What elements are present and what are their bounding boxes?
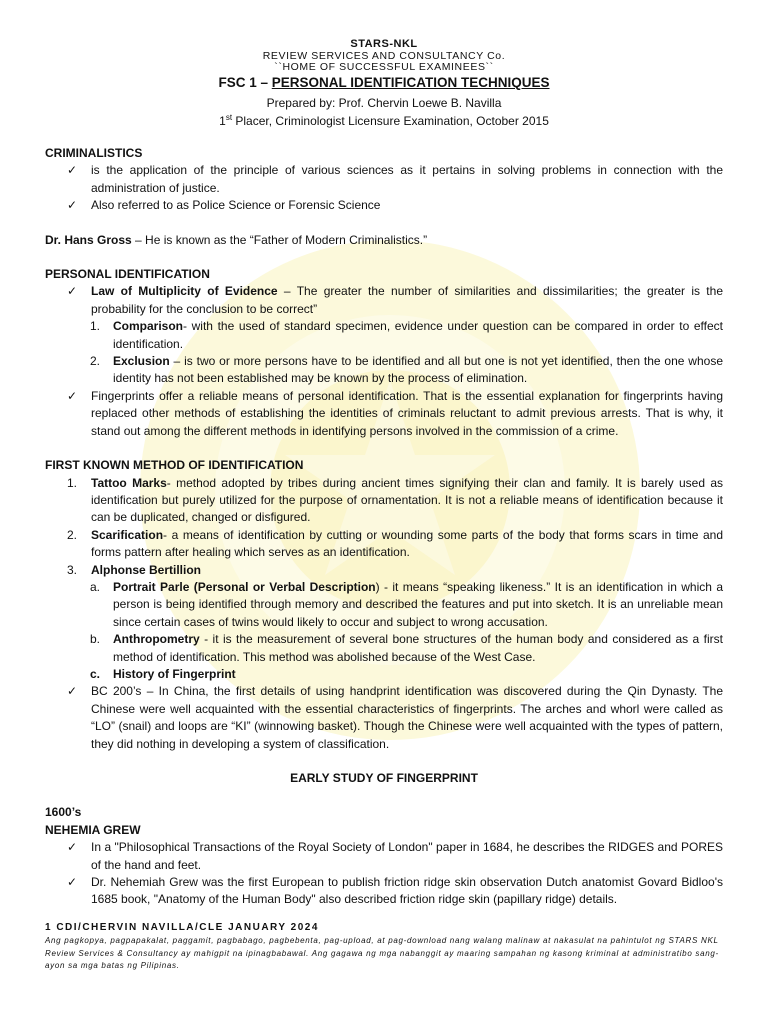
- section-heading: EARLY STUDY OF FINGERPRINT: [290, 771, 478, 785]
- check-icon: ✓: [67, 684, 78, 699]
- item-text: ) - it means “speaking likeness.” It is an identification in which a person is being identified through memory and described the features and put into sketch. It is an unreliable mean since certain cases of twins would likely to occur and subject to wrong accusation.: [113, 579, 723, 629]
- list-item: [45, 318, 723, 353]
- award-sup: st: [225, 113, 233, 122]
- list-item: [45, 683, 723, 753]
- content-body: [45, 145, 723, 909]
- term: History of Fingerprint: [113, 666, 236, 681]
- section-heading: FIRST KNOWN METHOD OF IDENTIFICATION: [45, 458, 304, 473]
- title-main: PERSONAL IDENTIFICATION TECHNIQUES: [271, 75, 550, 90]
- list-item: [45, 475, 723, 527]
- gross-paragraph: [45, 232, 723, 249]
- item-text: - method adopted by tribes during ancient times signifying their clan and family. It is barely used as identification but purely utilized for the purpose of ornamentation. It is not a reliable means of identification because it can be duplicated, changed or disfigured.: [91, 475, 723, 525]
- item-letter: c.: [90, 666, 101, 681]
- item-text: Fingerprints offer a reliable means of personal identification. That is the essential explanation for fingerprints having replaced other methods of establishing the identities of criminals reluctant to admit previous arrests. That is why, it stand out among the different methods in identifying persons involved in the commission of a crime.: [91, 388, 723, 438]
- item-number: 2.: [67, 527, 78, 542]
- footer-line: 1 CDI/CHERVIN NAVILLA/CLE JANUARY 2024: [45, 922, 319, 933]
- check-icon: ✓: [67, 875, 78, 890]
- list-item: [45, 666, 723, 683]
- award-line: [0, 113, 768, 128]
- list-item: [45, 579, 723, 631]
- section-heading: CRIMINALISTICS: [45, 146, 143, 160]
- item-number: 3.: [67, 562, 78, 577]
- item-text: - with the used of standard specimen, evidence under question can be compared in order to effect identification.: [113, 319, 723, 351]
- check-icon: ✓: [67, 388, 78, 403]
- gross-text: – He is known as the “Father of Modern Criminalistics.”: [131, 232, 428, 247]
- list-item: [45, 388, 723, 440]
- list-item: [45, 527, 723, 562]
- list-item: [45, 839, 723, 874]
- item-text: BC 200’s – In China, the first details of using handprint identification was discovered during the Qin Dynasty. The Chinese were well acquainted with the essential characteristics of fingerprints. The arches and whorl were called as “LO” (snail) and loops are “KI” (winnowing basket). Though the Chinese were well acquainted with the types of pattern, they did nothing in developing a system of classification.: [91, 684, 723, 751]
- item-text: is the application of the principle of various sciences as it pertains in solving problems in connection with the administration of justice.: [91, 163, 723, 195]
- list-item: [45, 562, 723, 579]
- check-icon: ✓: [67, 198, 78, 213]
- list-item: [45, 353, 723, 388]
- section-heading: PERSONAL IDENTIFICATION: [45, 267, 210, 282]
- check-icon: ✓: [67, 840, 78, 855]
- term: Law of Multiplicity of Evidence: [91, 284, 278, 299]
- gross-name: Dr. Hans Gross: [45, 232, 132, 247]
- list-item: [45, 631, 723, 666]
- item-letter: a.: [90, 579, 101, 594]
- list-item: [45, 874, 723, 909]
- period-heading: 1600’s: [45, 805, 82, 820]
- term: Tattoo Marks: [91, 475, 167, 490]
- term: Alphonse Bertillion: [91, 562, 202, 577]
- item-number: 1.: [90, 319, 101, 334]
- document-title: [0, 75, 768, 90]
- brand-name: STARS-NKL: [350, 38, 418, 50]
- term: Portrait Parle (Personal or Verbal Description: [113, 579, 376, 594]
- term: Comparison: [113, 319, 184, 334]
- award-rest: Placer, Criminologist Licensure Examination, October 2015: [232, 114, 549, 128]
- title-prefix: FSC 1 –: [218, 75, 272, 90]
- brand-tagline: ``HOME OF SUCCESSFUL EXAMINEES``: [274, 61, 494, 73]
- brand-subtitle: REVIEW SERVICES AND CONSULTANCY Co.: [262, 50, 506, 62]
- item-text: – is two or more persons have to be identified and all but one is not yet identified, then the one whose identity has not been established may be known by the process of elimination.: [113, 354, 723, 386]
- item-text: - a means of identification by cutting or wounding some parts of the body that forms scars in time and forms pattern after healing which serves as an identification.: [91, 527, 723, 560]
- name-heading: NEHEMIA GREW: [45, 822, 141, 837]
- term: Exclusion: [113, 354, 170, 369]
- item-text: Dr. Nehemiah Grew was the first European to publish friction ridge skin observation Dutch anatomist Govard Bidloo's 1685 book, "Anatomy of the Human Body" also described friction ridge skin (papillary ridge) details.: [91, 875, 723, 907]
- term: Anthropometry: [113, 632, 200, 647]
- copyright-notice: Ang pagkopya, pagpapakalat, paggamit, pagbabago, pagbebenta, pag-upload, at pag-download nang walang malinaw at nakasulat na pahintulot ng STARS NKL Review Services & Consultancy ay mahigpit na ipinagbabawal. Ang gagawa ng mga nabanggit ay maaring sampahan ng kasong kriminal at administratibo sang-ayon sa mga batas ng Pilipinas.: [45, 936, 719, 970]
- prepared-by: Prepared by: Prof. Chervin Loewe B. Navilla: [266, 96, 502, 110]
- award-num: 1: [219, 114, 226, 128]
- list-item: [45, 283, 723, 318]
- item-number: 2.: [90, 354, 101, 369]
- check-icon: ✓: [67, 163, 78, 178]
- check-icon: ✓: [67, 284, 78, 299]
- item-text: – The greater the number of similarities and dissimilarities; the greater is the probability for the conclusion to be correct”: [91, 284, 723, 316]
- list-item: [45, 162, 723, 197]
- item-text: In a "Philosophical Transactions of the Royal Society of London" paper in 1684, he describes the RIDGES and PORES of the hand and feet.: [91, 840, 723, 872]
- item-text: Also referred to as Police Science or Forensic Science: [91, 198, 381, 213]
- item-letter: b.: [90, 632, 101, 647]
- list-item: [45, 197, 723, 214]
- item-text: - it is the measurement of several bone structures of the human body and considered as a first method of identification. This method was abolished because of the West Case.: [113, 632, 723, 664]
- term: Scarification: [91, 527, 164, 542]
- item-number: 1.: [67, 475, 78, 490]
- footer: [45, 922, 725, 973]
